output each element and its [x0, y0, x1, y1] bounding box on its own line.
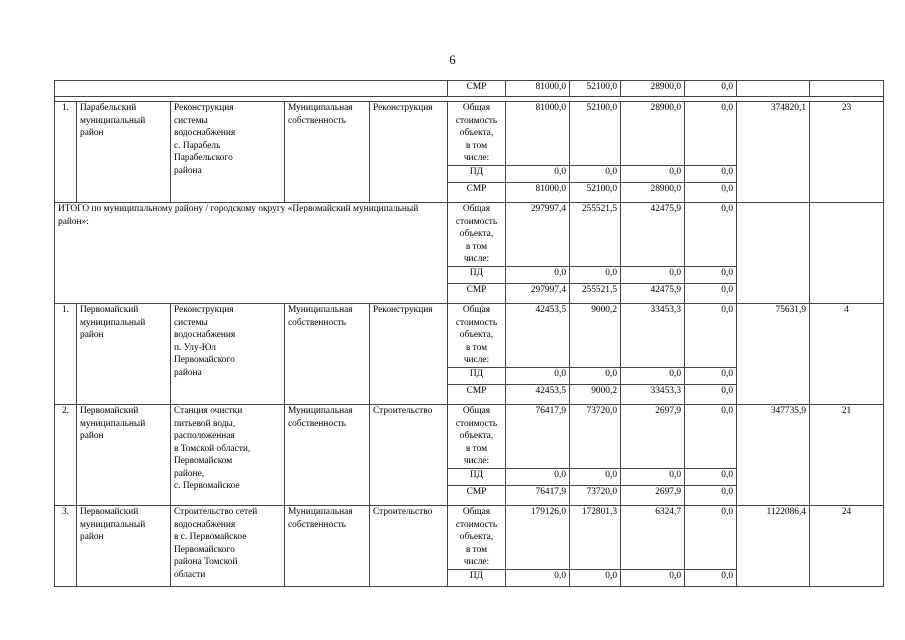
cell-value: 0,0	[506, 267, 570, 284]
cell-value: 0,0	[570, 166, 621, 183]
cell-value: 255521,5	[570, 203, 621, 267]
cell-value: 33453,3	[621, 385, 685, 405]
score-cell: 23	[810, 102, 884, 166]
cell-value: 81000,0	[506, 183, 570, 203]
cell-value: 0,0	[685, 267, 737, 284]
cell-value: 0,0	[570, 469, 621, 486]
cell-value: 28900,0	[621, 183, 685, 203]
cell-label: ПД	[448, 368, 506, 385]
cell-value: 297997,4	[506, 203, 570, 267]
cell-value: 0,0	[621, 469, 685, 486]
cell-value: 0,0	[685, 166, 737, 183]
cell-label: СМР	[448, 486, 506, 506]
row-number: 1.	[55, 304, 77, 405]
cell-value: 0,0	[685, 506, 737, 570]
empty-cell	[810, 486, 884, 506]
cell-label: ПД	[448, 267, 506, 284]
cell-value: 0,0	[621, 570, 685, 587]
page-number: 6	[449, 52, 456, 67]
cell-value: 0,0	[685, 81, 737, 97]
row-number: 2.	[55, 405, 77, 506]
empty-cell	[737, 469, 810, 486]
cell-label: ПД	[448, 166, 506, 183]
table-row	[55, 405, 884, 469]
district-cell: Парабельский муниципальный район	[77, 102, 171, 203]
cell-value: 0,0	[685, 486, 737, 506]
cell-value: 0,0	[506, 570, 570, 587]
cell-value: 0,0	[685, 469, 737, 486]
empty-cell	[810, 183, 884, 203]
table-row	[55, 81, 884, 97]
cell-value: 255521,5	[570, 284, 621, 304]
cell-value: 81000,0	[506, 81, 570, 97]
ownership-cell: Муниципальная собственность	[285, 304, 370, 405]
investment-table	[54, 80, 884, 587]
district-cell: Первомайский муниципальный район	[77, 304, 171, 405]
empty-cell	[737, 203, 810, 304]
cell-value: 52100,0	[570, 81, 621, 97]
cost-cell: 374820,1	[737, 102, 810, 166]
cell-value: 42475,9	[621, 284, 685, 304]
cell-value: 0,0	[570, 267, 621, 284]
cell-label: Общая стоимость объекта, в том числе:	[448, 304, 506, 368]
cell-value: 6324,7	[621, 506, 685, 570]
empty-cell	[737, 385, 810, 405]
table-row	[55, 203, 884, 267]
district-cell: Первомайский муниципальный район	[77, 405, 171, 506]
empty-cell	[737, 570, 810, 587]
cell-value: 0,0	[685, 183, 737, 203]
work-type-cell: Реконструкция	[370, 102, 448, 203]
cell-value: 9000,2	[570, 385, 621, 405]
cell-label: СМР	[448, 284, 506, 304]
cell-value: 42453,5	[506, 304, 570, 368]
cell-value: 0,0	[621, 267, 685, 284]
cell-value: 73720,0	[570, 486, 621, 506]
cell-label: СМР	[448, 183, 506, 203]
cell-value: 2697,9	[621, 405, 685, 469]
cell-value: 0,0	[685, 284, 737, 304]
cell-label: СМР	[448, 81, 506, 97]
empty-cell	[737, 166, 810, 183]
cell-value: 33453,3	[621, 304, 685, 368]
table-row	[55, 102, 884, 166]
cell-value: 28900,0	[621, 102, 685, 166]
object-cell: Строительство сетей водоснабжения в с. Первомайское Первомайского района Томской области	[171, 506, 285, 587]
ownership-cell: Муниципальная собственность	[285, 506, 370, 587]
ownership-cell: Муниципальная собственность	[285, 102, 370, 203]
total-caption: ИТОГО по муниципальному району / городскому округу «Первомайский муниципальный район»:	[55, 203, 448, 304]
cost-cell: 347735,9	[737, 405, 810, 469]
cell-value: 0,0	[685, 304, 737, 368]
ownership-cell: Муниципальная собственность	[285, 405, 370, 506]
table-row	[55, 304, 884, 368]
cell-value: 0,0	[506, 166, 570, 183]
cell-value: 42453,5	[506, 385, 570, 405]
cell-value: 9000,2	[570, 304, 621, 368]
empty-cell	[810, 368, 884, 385]
cell-value: 52100,0	[570, 183, 621, 203]
cell-value: 172801,3	[570, 506, 621, 570]
cell-value: 0,0	[506, 469, 570, 486]
cell-label: Общая стоимость объекта, в том числе:	[448, 405, 506, 469]
cell-label: ПД	[448, 570, 506, 587]
cell-value: 0,0	[685, 368, 737, 385]
empty-cell	[810, 385, 884, 405]
object-cell: Станция очистки питьевой воды, расположенная в Томской области, Первомайском районе, с. Первомайское	[171, 405, 285, 506]
empty-cell	[737, 486, 810, 506]
cell-label: ПД	[448, 469, 506, 486]
district-cell: Первомайский муниципальный район	[77, 506, 171, 587]
cell-label: Общая стоимость объекта, в том числе:	[448, 102, 506, 166]
empty-cell	[737, 81, 810, 97]
empty-cell	[810, 166, 884, 183]
score-cell: 21	[810, 405, 884, 469]
cell-value: 28900,0	[621, 81, 685, 97]
score-cell: 4	[810, 304, 884, 368]
cell-value: 0,0	[621, 166, 685, 183]
cell-label: СМР	[448, 385, 506, 405]
cell-value: 179126,0	[506, 506, 570, 570]
object-cell: Реконструкция системы водоснабжения с. Парабель Парабельского района	[171, 102, 285, 203]
cost-cell: 1122086,4	[737, 506, 810, 570]
cell-value: 76417,9	[506, 486, 570, 506]
empty-cell	[810, 469, 884, 486]
empty-cell	[810, 81, 884, 97]
cell-label: Общая стоимость объекта, в том числе:	[448, 203, 506, 267]
row-number: 3.	[55, 506, 77, 587]
empty-cell	[810, 203, 884, 304]
cell-value: 42475,9	[621, 203, 685, 267]
empty-cell	[737, 183, 810, 203]
work-type-cell: Строительство	[370, 506, 448, 587]
empty-cell	[55, 81, 448, 97]
cell-value: 297997,4	[506, 284, 570, 304]
cell-value: 2697,9	[621, 486, 685, 506]
cell-value: 0,0	[685, 385, 737, 405]
cell-value: 0,0	[685, 102, 737, 166]
cost-cell: 75631,9	[737, 304, 810, 368]
table-row	[55, 506, 884, 570]
work-type-cell: Реконструкция	[370, 304, 448, 405]
cell-value: 0,0	[685, 570, 737, 587]
cell-value: 73720,0	[570, 405, 621, 469]
cell-value: 81000,0	[506, 102, 570, 166]
cell-value: 0,0	[685, 405, 737, 469]
cell-value: 0,0	[685, 203, 737, 267]
cell-value: 0,0	[570, 368, 621, 385]
empty-cell	[810, 570, 884, 587]
cell-value: 52100,0	[570, 102, 621, 166]
cell-value: 0,0	[570, 570, 621, 587]
cell-value: 76417,9	[506, 405, 570, 469]
empty-cell	[737, 368, 810, 385]
work-type-cell: Строительство	[370, 405, 448, 506]
object-cell: Реконструкция системы водоснабжения п. Улу-Юл Первомайского района	[171, 304, 285, 405]
cell-value: 0,0	[506, 368, 570, 385]
cell-label: Общая стоимость объекта, в том числе:	[448, 506, 506, 570]
row-number: 1.	[55, 102, 77, 203]
score-cell: 24	[810, 506, 884, 570]
cell-value: 0,0	[621, 368, 685, 385]
